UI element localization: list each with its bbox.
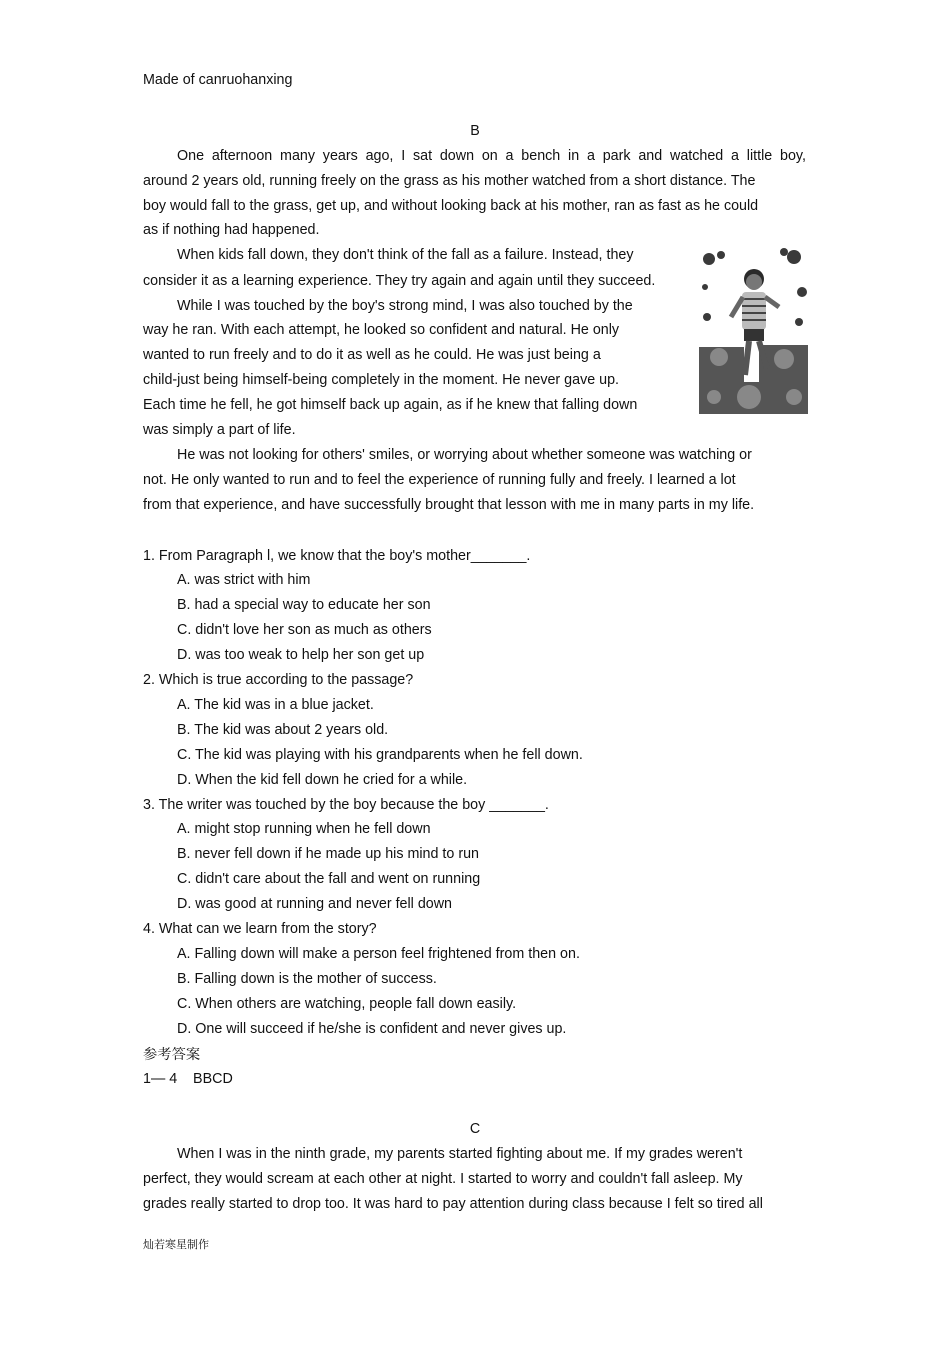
question-option: A. might stop running when he fell down	[177, 821, 431, 837]
passage-line: boy would fall to the grass, get up, and without looking back at his mother, ran as fast as he could	[143, 198, 759, 214]
passage-line: consider it as a learning experience. They try again and again until they succeed.	[143, 273, 656, 289]
passage-line: grades really started to drop too. It was hard to pay attention during class because I felt so tired all	[143, 1196, 763, 1212]
passage-line: While I was touched by the boy's strong mind, I was also touched by the	[177, 298, 633, 314]
passage-line: around 2 years old, running freely on the grass as his mother watched from a short distance. The	[143, 173, 756, 189]
question-stem: 4. What can we learn from the story?	[143, 921, 377, 937]
question-option: B. Falling down is the mother of success.	[177, 971, 437, 987]
passage-line: When I was in the ninth grade, my parents started fighting about me. If my grades weren't	[177, 1146, 743, 1162]
passage-line: One afternoon many years ago, I sat down on a bench in a park and watched a little boy,	[177, 148, 806, 164]
passage-line: When kids fall down, they don't think of the fall as a failure. Instead, they	[177, 247, 634, 263]
question-option: C. When others are watching, people fall down easily.	[177, 996, 517, 1012]
answer-key-value: 1— 4 BBCD	[143, 1071, 233, 1087]
passage-line: He was not looking for others' smiles, or worrying about whether someone was watching or	[177, 447, 752, 463]
question-option: A. Falling down will make a person feel frightened from then on.	[177, 946, 580, 962]
section-b-heading: B	[470, 123, 480, 139]
question-stem: 1. From Paragraph l, we know that the boy's mother_______.	[143, 548, 531, 564]
running-boy-photo	[699, 247, 808, 414]
passage-line: wanted to run freely and to do it as well as he could. He was just being a	[143, 347, 601, 363]
question-option: C. didn't care about the fall and went on running	[177, 871, 481, 887]
passage-line: Each time he fell, he got himself back up again, as if he knew that falling down	[143, 397, 638, 413]
page-footer: 灿若寒星制作	[143, 1238, 209, 1251]
passage-line: was simply a part of life.	[143, 422, 296, 438]
question-option: B. never fell down if he made up his mind to run	[177, 846, 479, 862]
question-option: D. When the kid fell down he cried for a while.	[177, 772, 468, 788]
question-option: D. was too weak to help her son get up	[177, 647, 425, 663]
section-c-heading: C	[469, 1121, 481, 1137]
question-option: D. was good at running and never fell down	[177, 896, 452, 912]
passage-line: as if nothing had happened.	[143, 222, 320, 238]
question-option: B. The kid was about 2 years old.	[177, 722, 389, 738]
question-option: B. had a special way to educate her son	[177, 597, 431, 613]
page-header: Made of canruohanxing	[143, 72, 293, 88]
question-option: C. didn't love her son as much as others	[177, 622, 432, 638]
passage-line: not. He only wanted to run and to feel the experience of running fully and freely. I learned a lot	[143, 472, 736, 488]
answer-key-label: 参考答案	[143, 1047, 201, 1063]
question-option: D. One will succeed if he/she is confident and never gives up.	[177, 1021, 567, 1037]
passage-line: from that experience, and have successfully brought that lesson with me in many parts in my life.	[143, 497, 755, 513]
question-option: C. The kid was playing with his grandparents when he fell down.	[177, 747, 583, 763]
question-option: A. was strict with him	[177, 572, 311, 588]
question-stem: 2. Which is true according to the passage?	[143, 672, 414, 688]
question-option: A. The kid was in a blue jacket.	[177, 697, 374, 713]
passage-line: perfect, they would scream at each other at night. I started to worry and couldn't fall asleep. My	[143, 1171, 743, 1187]
question-stem: 3. The writer was touched by the boy because the boy _______.	[143, 797, 549, 813]
passage-line: way he ran. With each attempt, he looked so confident and natural. He only	[143, 322, 620, 338]
passage-line: child-just being himself-being completely in the moment. He never gave up.	[143, 372, 620, 388]
